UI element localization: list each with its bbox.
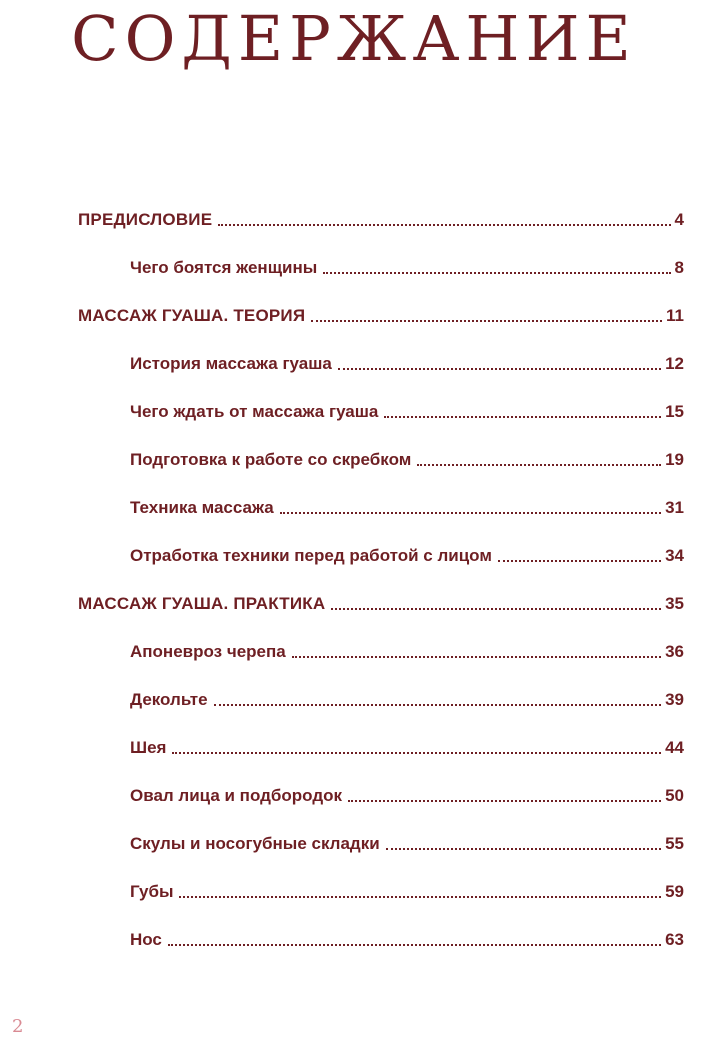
toc-entry-technique[interactable] [130,494,684,518]
toc-entry-page: 31 [665,498,684,517]
dot-leader [498,560,661,562]
dot-leader [280,512,661,514]
toc-entry-label: Отработка техники перед работой с лицом [130,546,492,565]
toc-entry-page: 11 [666,306,684,325]
dot-leader [338,368,661,370]
toc-entry-lips[interactable] [130,878,684,902]
toc-entry-label: МАССАЖ ГУАША. ТЕОРИЯ [78,306,306,325]
toc-entry-label: История массажа гуаша [130,354,332,373]
toc-entry-label: Нос [130,930,162,949]
toc-entry-page: 35 [665,594,684,613]
dot-leader [172,752,661,754]
toc-entry-cheekbones[interactable] [130,830,684,854]
toc-entry-history[interactable] [130,350,684,374]
dot-leader [384,416,661,418]
toc-entry-page: 39 [665,690,684,709]
toc-entry-page: 50 [665,786,684,805]
toc-entry-label: Скулы и носогубные складки [130,834,380,853]
dot-leader [168,944,661,946]
dot-leader [331,608,661,610]
toc-entry-page: 59 [665,882,684,901]
toc-entry-page: 19 [665,450,684,469]
toc-entry-label: Техника массажа [130,498,274,517]
toc-entry-what-women-fear[interactable] [130,254,684,278]
toc-entry-expectations[interactable] [130,398,684,422]
dot-leader [214,704,662,706]
toc-entry-preface[interactable] [78,206,684,230]
toc-entry-theory[interactable] [78,302,684,326]
dot-leader [417,464,661,466]
toc-entry-label: Декольте [130,690,208,709]
toc-entry-label: Апоневроз черепа [130,642,286,661]
toc-entry-decollete[interactable] [130,686,684,710]
toc-entry-aponeurosis[interactable] [130,638,684,662]
toc-entry-page: 15 [665,402,684,421]
toc-entry-label: Шея [130,738,167,757]
toc-entry-page: 55 [665,834,684,853]
page-title: СОДЕРЖАНИЕ [71,2,637,75]
dot-leader [292,656,661,658]
toc-entry-practice-before-face[interactable] [130,542,684,566]
dot-leader [323,272,670,274]
toc-entry-page: 63 [665,930,684,949]
toc-entry-page: 44 [665,738,684,757]
toc-entry-practice[interactable] [78,590,684,614]
toc-entry-nose[interactable] [130,926,684,950]
toc-entry-label: Губы [130,882,174,901]
toc-entry-face-oval[interactable] [130,782,684,806]
toc-entry-neck[interactable] [130,734,684,758]
toc-entry-page: 12 [665,354,684,373]
page-number: 2 [12,1016,24,1037]
toc-entry-label: МАССАЖ ГУАША. ПРАКТИКА [78,594,326,613]
toc-entry-label: ПРЕДИСЛОВИЕ [78,210,213,229]
toc-entry-label: Подготовка к работе со скребком [130,450,412,469]
toc-entry-label: Овал лица и подбородок [130,786,343,805]
toc-entry-page: 36 [665,642,684,661]
dot-leader [179,896,661,898]
dot-leader [218,224,670,226]
toc-entry-label: Чего боятся женщины [130,258,318,277]
toc-entry-page: 34 [665,546,684,565]
dot-leader [386,848,661,850]
dot-leader [348,800,661,802]
toc-entry-page: 8 [674,258,684,277]
toc-entry-preparation[interactable] [130,446,684,470]
toc-entry-page: 4 [674,210,684,229]
toc-entry-label: Чего ждать от массажа гуаша [130,402,379,421]
dot-leader [311,320,662,322]
